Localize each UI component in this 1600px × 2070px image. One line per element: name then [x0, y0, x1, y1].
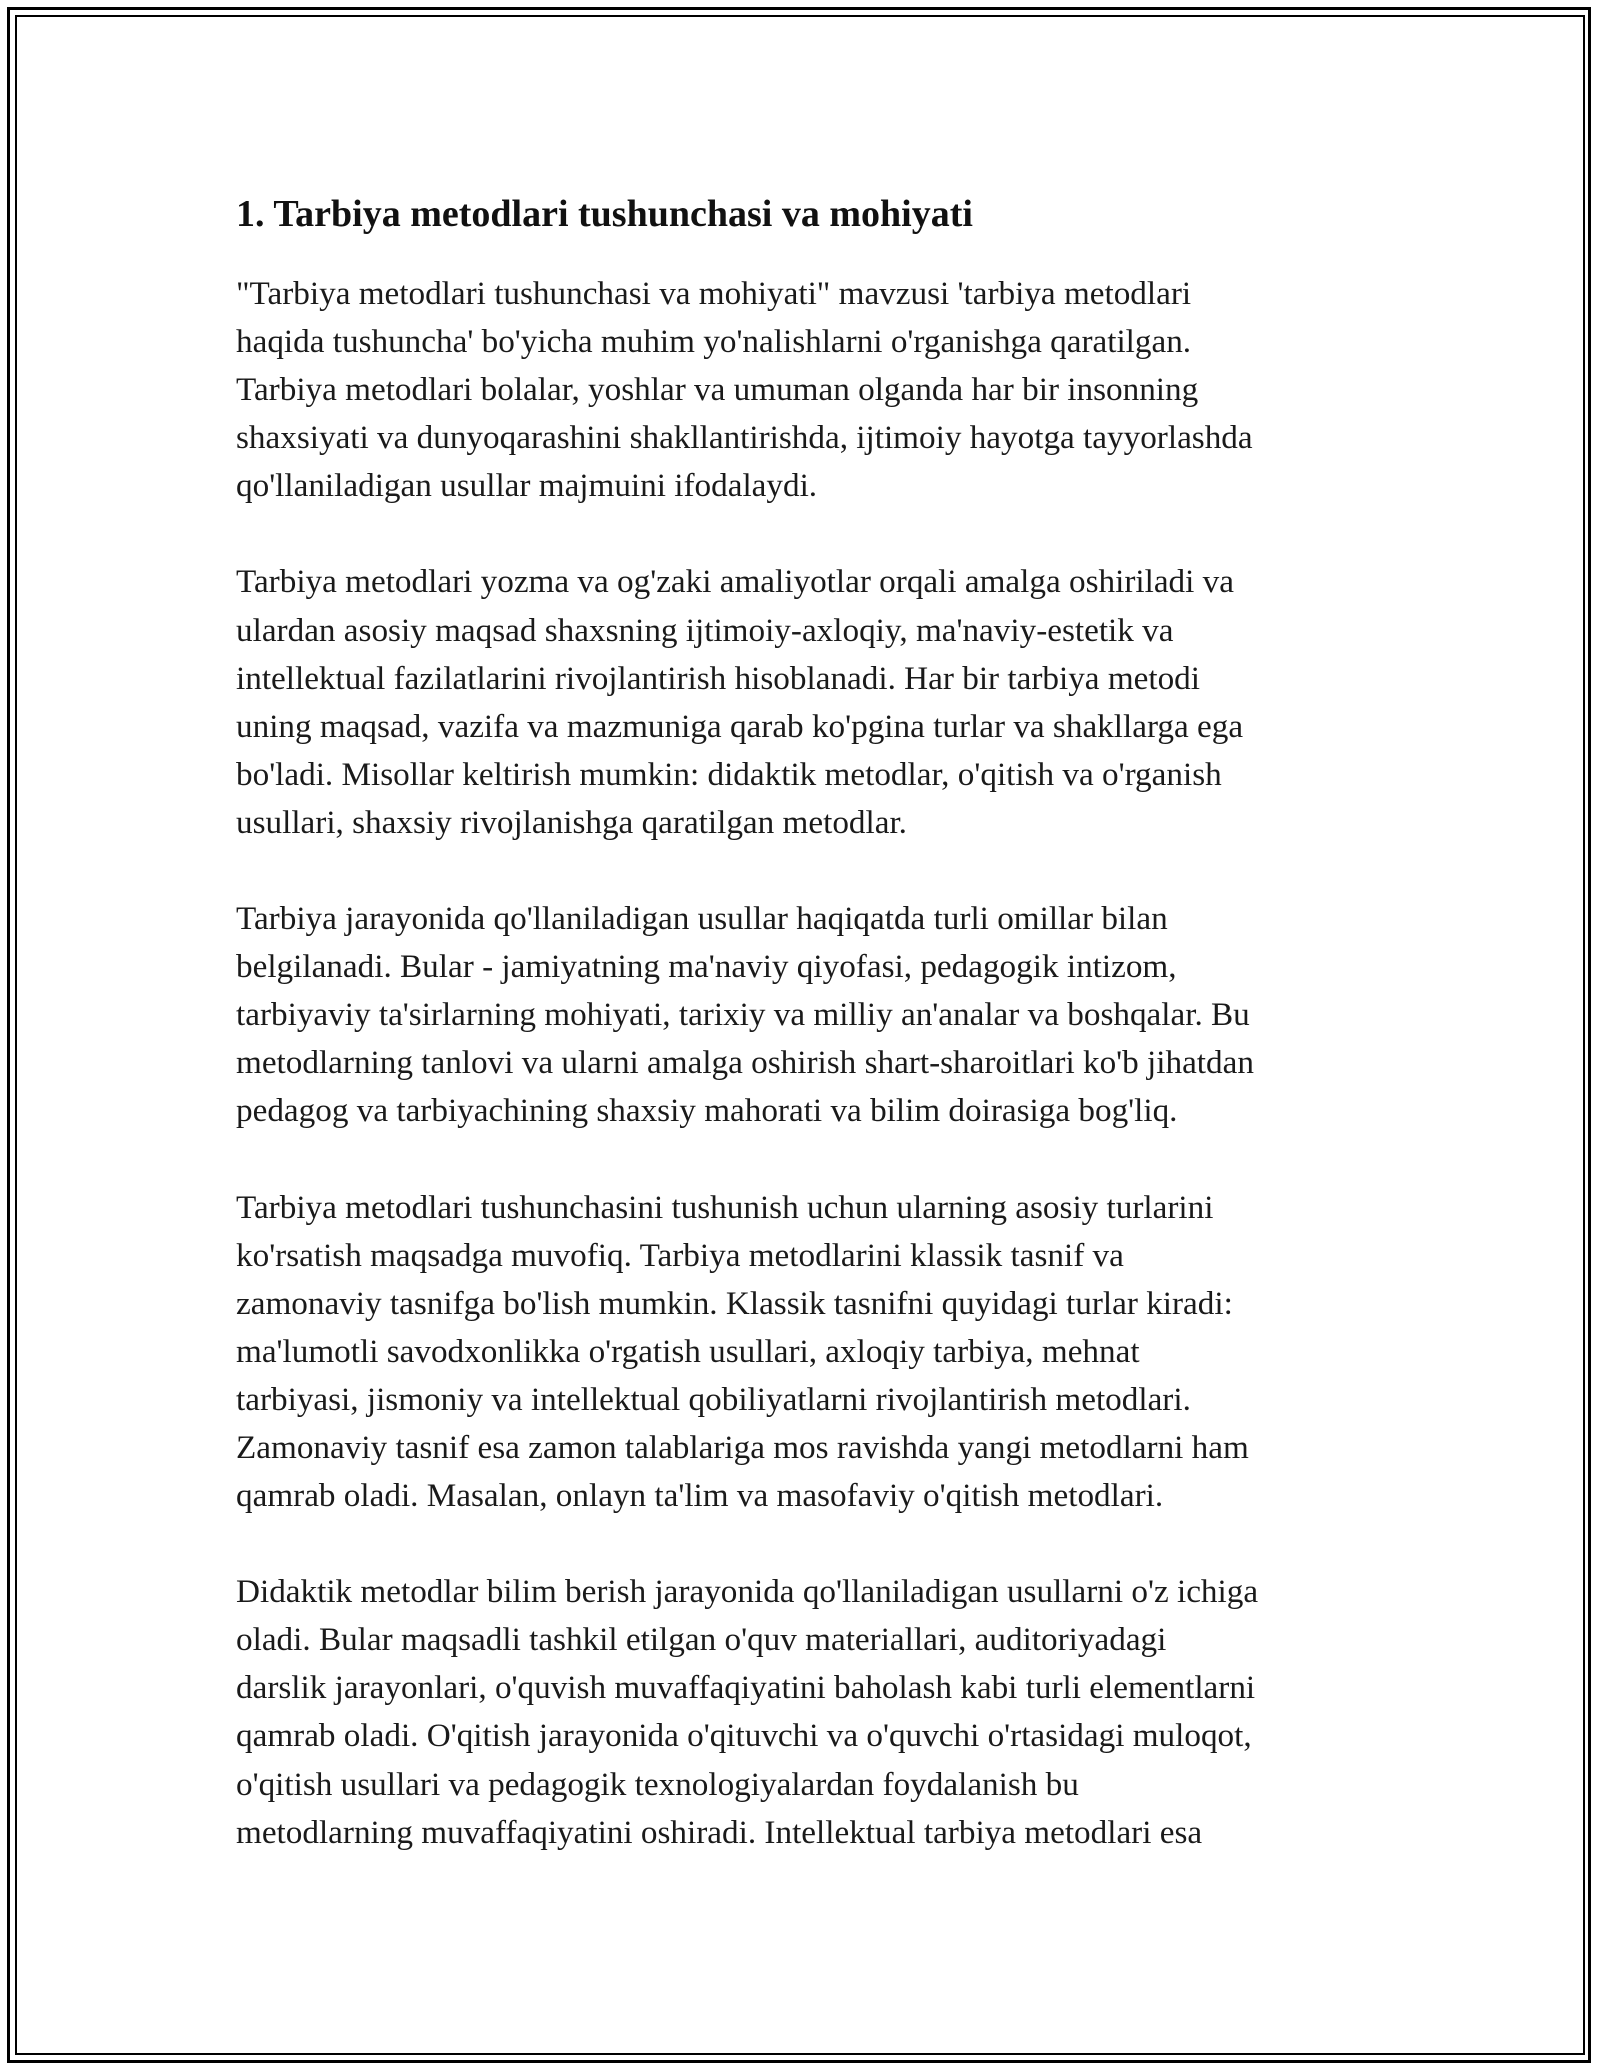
paragraph-5: Didaktik metodlar bilim berish jarayonida qo'llaniladigan usullarni o'z ichiga oladi. Bular maqsadli tashkil etilgan o'quv materiallari, auditoriyadagi darslik jarayonlari, o'quvish muvaffaqiyatini baholash kabi turli elementlarni qamrab oladi. O'qitish jarayonida o'qituvchi va o'quvchi o'rtasidagi muloqot, o'qitish usullari va pedagogik texnologiyalardan foydalanish bu metodlarning muvaffaqiyatini oshiradi. Intellektual tarbiya metodlari esa [236, 1573, 1259, 1851]
paragraph-4: Tarbiya metodlari tushunchasini tushunish uchun ularning asosiy turlarini ko'rsatish maqsadga muvofiq. Tarbiya metodlarini klassik tasnif va zamonaviy tasnifga bo'lish mumkin. Klassik tasnifni quyidagi turlar kiradi: ma'lumotli savodxonlikka o'rgatish usullari, axloqiy tarbiya, mehnat tarbiyasi, jismoniy va intellektual qobiliyatlarni rivojlantirish metodlari. Zamonaviy tasnif esa zamon talablariga mos ravishda yangi metodlarni ham qamrab oladi. Masalan, onlayn ta'lim va masofaviy o'qitish metodlari. [236, 1188, 1249, 1515]
paragraph-3: Tarbiya jarayonida qo'llaniladigan usullar haqiqatda turli omillar bilan belgilanadi. Bular - jamiyatning ma'naviy qiyofasi, pedagogik intizom, tarbiyaviy ta'sirlarning mohiyati, tarixiy va milliy an'analar va boshqalar. Bu metodlarning tanlovi va ularni amalga oshirish shart-sharoitlari ko'b jihatdan pedagog va tarbiyachining shaxsiy mahorati va bilim doirasiga bog'liq. [236, 900, 1254, 1130]
paragraph-2: Tarbiya metodlari yozma va og'zaki amaliyotlar orqali amalga oshiriladi va ulardan asosiy maqsad shaxsning ijtimoiy-axloqiy, ma'naviy-estetik va intellektual fazilatlarini rivojlantirish hisoblanadi. Har bir tarbiya metodi uning maqsad, vazifa va mazmuniga qarab ko'pgina turlar va shakllarga ega bo'ladi. Misollar keltirish mumkin: didaktik metodlar, o'qitish va o'rganish usullari, shaxsiy rivojlanishga qaratilgan metodlar. [236, 563, 1244, 841]
paragraph-1: "Tarbiya metodlari tushunchasi va mohiyati" mavzusi 'tarbiya metodlari haqida tushuncha' bo'yicha muhim yo'nalishlarni o'rganishga qaratilgan. Tarbiya metodlari bolalar, yoshlar va umuman olganda har bir insonning shaxsiyati va dunyoqarashini shakllantirishda, ijtimoiy hayotga tayyorlashda qo'llaniladigan usullar majmuini ifodalaydi. [236, 275, 1253, 505]
document-body [236, 188, 1366, 1857]
section-heading: 1. Tarbiya metodlari tushunchasi va mohiyati [236, 193, 973, 235]
